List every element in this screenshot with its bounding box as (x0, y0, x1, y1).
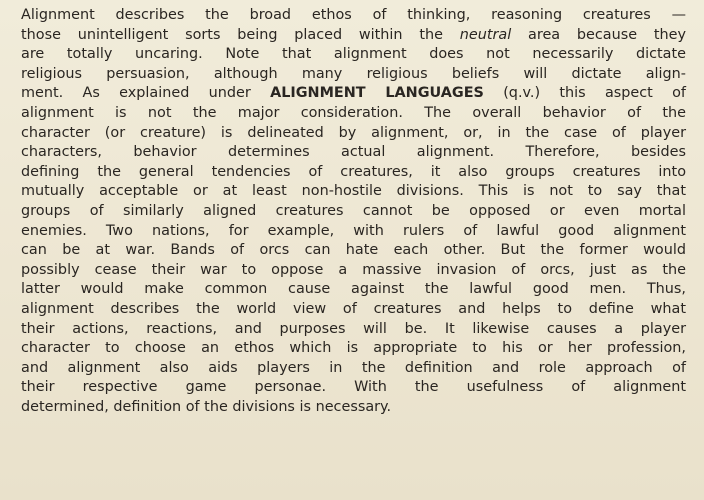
text-run: are totally uncaring. Note that alignment does not necessarily dictate (21, 46, 686, 63)
text-line-12 (21, 222, 686, 242)
text-run: enemies. Two nations, for example, with rulers of lawful good alignment (21, 222, 686, 239)
text-line-14 (21, 261, 686, 281)
text-line-15 (21, 280, 686, 300)
text-line-16 (21, 300, 686, 320)
italic-term-neutral: neutral (459, 26, 512, 43)
text-run: possibly cease their war to oppose a massive invasion of orcs, just as the (21, 261, 686, 278)
text-line-20 (21, 378, 686, 398)
text-line-6 (21, 104, 686, 124)
bold-cross-reference: ALIGNMENT LANGUAGES (270, 85, 484, 102)
text-line-8 (21, 143, 686, 163)
text-run: religious persuasion, although many religious beliefs will dictate align- (21, 65, 686, 82)
text-run: and alignment also aids players in the definition and role approach of (21, 359, 686, 376)
text-run: mutually acceptable or at least non-hostile divisions. This is not to say that (21, 183, 686, 200)
text-run: (q.v.) this aspect of (483, 85, 686, 102)
text-line-10 (21, 182, 686, 202)
text-run: determined, definition of the divisions is necessary. (21, 398, 392, 415)
text-run: their actions, reactions, and purposes will be. It likewise causes a player (21, 320, 686, 337)
text-run: defining the general tendencies of creatures, it also groups creatures into (21, 163, 686, 180)
text-run: groups of similarly aligned creatures cannot be opposed or even mortal (21, 202, 686, 219)
text-run: ment. As explained under (21, 85, 271, 102)
text-run: character (or creature) is delineated by alignment, or, in the case of player (21, 124, 686, 141)
text-run: characters, behavior determines actual alignment. Therefore, besides (21, 144, 686, 161)
text-line-11 (21, 202, 686, 222)
text-run: alignment is not the major consideration. The overall behavior of the (21, 104, 686, 121)
text-run: those unintelligent sorts being placed within the (21, 26, 460, 43)
text-line-7 (21, 124, 686, 144)
text-run: latter would make common cause against the lawful good men. Thus, (21, 281, 686, 298)
text-line-1 (21, 6, 686, 26)
text-run: area because they (511, 26, 687, 43)
text-run: their respective game personae. With the usefulness of alignment (21, 379, 686, 396)
text-line-17 (21, 320, 686, 340)
text-line-3 (21, 45, 686, 65)
text-line-19 (21, 359, 686, 379)
text-run: Alignment describes the broad ethos of thinking, reasoning creatures — (21, 7, 686, 23)
text-line-2 (21, 26, 686, 46)
text-line-9 (21, 163, 686, 183)
text-run: character to choose an ethos which is appropriate to his or her profession, (21, 340, 686, 357)
text-run: can be at war. Bands of orcs can hate each other. But the former would (21, 242, 686, 259)
text-line-21 (21, 398, 686, 418)
text-run: alignment describes the world view of creatures and helps to define what (21, 300, 686, 317)
text-line-18 (21, 339, 686, 359)
text-line-4 (21, 65, 686, 85)
text-line-13 (21, 241, 686, 261)
text-line-5 (21, 84, 686, 104)
alignment-paragraph (21, 6, 686, 417)
